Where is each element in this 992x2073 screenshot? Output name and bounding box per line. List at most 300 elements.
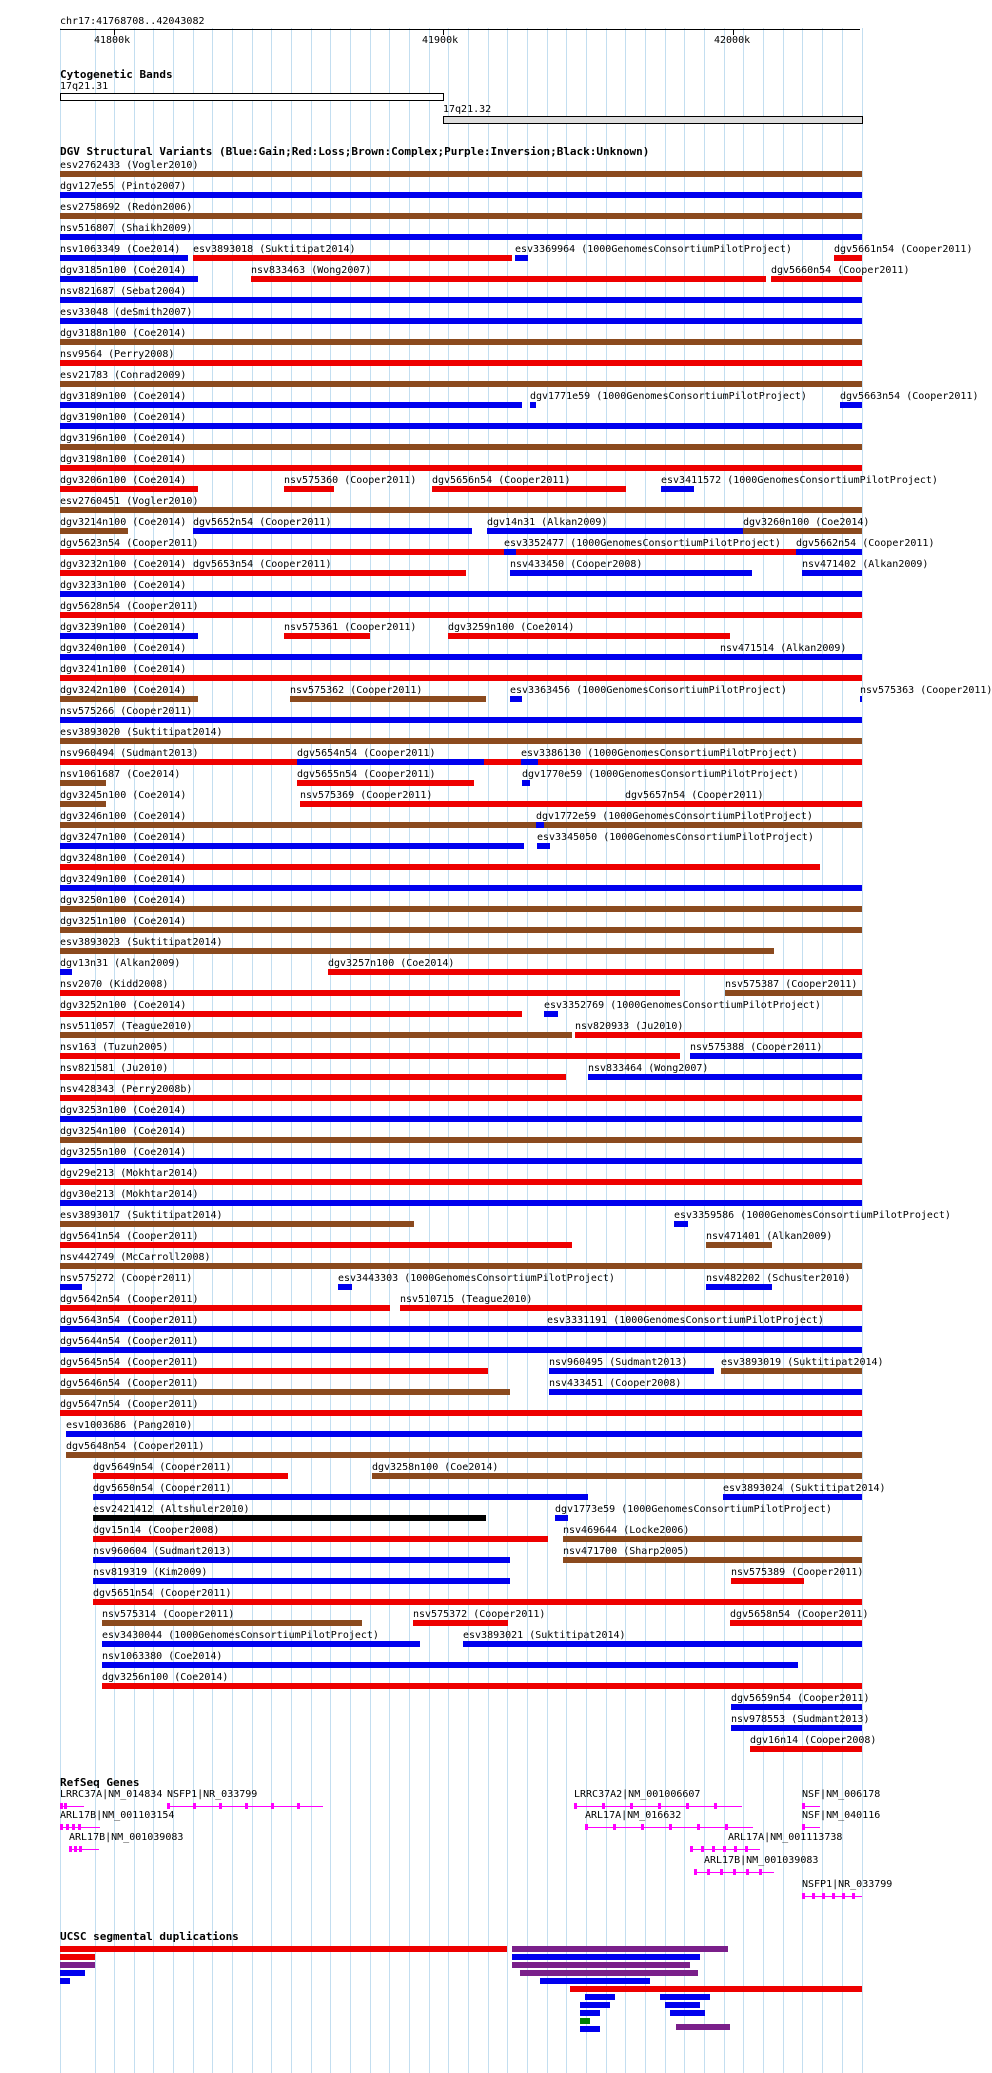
variant-bar[interactable] <box>60 423 862 429</box>
variant-label[interactable]: nsv575362 (Cooper2011) <box>290 685 423 696</box>
variant-bar[interactable] <box>284 486 334 492</box>
variant-label[interactable]: esv3893017 (Suktitipat2014) <box>60 1210 223 1221</box>
variant-bar[interactable] <box>60 444 862 450</box>
gene-exon <box>69 1846 72 1852</box>
variant-bar[interactable] <box>93 1515 486 1521</box>
gene-label[interactable]: NSF|NM_040116 <box>802 1810 881 1821</box>
variant-bar[interactable] <box>60 318 862 324</box>
segdup-feature[interactable] <box>520 1970 698 1976</box>
variant-bar[interactable] <box>60 1242 572 1248</box>
variant-bar[interactable] <box>60 1200 862 1206</box>
variant-label[interactable]: nsv1061687 (Coe2014) <box>60 769 181 780</box>
variant-label[interactable]: dgv3250n100 (Coe2014) <box>60 895 187 906</box>
gene-exon <box>602 1803 605 1809</box>
variant-label[interactable]: dgv5623n54 (Cooper2011) <box>60 538 199 549</box>
variant-bar[interactable] <box>60 486 198 492</box>
variant-label[interactable]: esv3369964 (1000GenomesConsortiumPilotProject) <box>515 244 792 255</box>
variant-label[interactable]: nsv471401 (Alkan2009) <box>706 1231 833 1242</box>
variant-bar[interactable] <box>588 1074 862 1080</box>
variant-label[interactable]: dgv5645n54 (Cooper2011) <box>60 1357 199 1368</box>
variant-bar[interactable] <box>60 927 862 933</box>
variant-bar[interactable] <box>60 1074 566 1080</box>
variant-label[interactable]: dgv3189n100 (Coe2014) <box>60 391 187 402</box>
variant-label[interactable]: nsv575369 (Cooper2011) <box>300 790 433 801</box>
variant-label[interactable]: nsv433451 (Cooper2008) <box>549 1378 682 1389</box>
variant-label[interactable]: nsv575387 (Cooper2011) <box>725 979 858 990</box>
variant-bar[interactable] <box>510 570 752 576</box>
gene-label[interactable]: ARL17A|NM_016632 <box>585 1810 682 1821</box>
variant-label[interactable]: nsv821687 (Sebat2004) <box>60 286 187 297</box>
segdup-feature[interactable] <box>670 2010 705 2016</box>
variant-bar[interactable] <box>60 1158 862 1164</box>
variant-label[interactable]: nsv482202 (Schuster2010) <box>706 1273 851 1284</box>
variant-bar[interactable] <box>60 402 522 408</box>
variant-bar[interactable] <box>102 1641 420 1647</box>
variant-label[interactable]: esv21783 (Conrad2009) <box>60 370 187 381</box>
variant-bar[interactable] <box>60 654 726 660</box>
variant-bar[interactable] <box>544 1011 558 1017</box>
variant-label[interactable]: dgv5662n54 (Cooper2011) <box>796 538 935 549</box>
variant-label[interactable]: dgv16n14 (Cooper2008) <box>750 1735 877 1746</box>
segdup-feature[interactable] <box>512 1946 728 1952</box>
variant-bar[interactable] <box>674 1221 688 1227</box>
variant-label[interactable]: dgv3233n100 (Coe2014) <box>60 580 187 591</box>
variant-label[interactable]: esv33048 (deSmith2007) <box>60 307 193 318</box>
variant-label[interactable]: esv3893021 (Suktitipat2014) <box>463 1630 626 1641</box>
variant-label[interactable]: dgv3259n100 (Coe2014) <box>448 622 575 633</box>
variant-label[interactable]: esv1003686 (Pang2010) <box>66 1420 193 1431</box>
variant-bar[interactable] <box>60 696 198 702</box>
variant-label[interactable]: dgv14n31 (Alkan2009) <box>487 517 608 528</box>
variant-label[interactable]: esv3386130 (1000GenomesConsortiumPilotProject) <box>521 748 798 759</box>
grid-line <box>291 28 292 2073</box>
variant-label[interactable]: nsv960604 (Sudmant2013) <box>93 1546 232 1557</box>
variant-label[interactable]: dgv3198n100 (Coe2014) <box>60 454 187 465</box>
variant-label[interactable]: dgv3185n100 (Coe2014) <box>60 265 187 276</box>
variant-bar[interactable] <box>60 1368 488 1374</box>
cytoband-17q21-32 <box>443 116 863 124</box>
variant-label[interactable]: dgv3240n100 (Coe2014) <box>60 643 187 654</box>
segdup-feature[interactable] <box>580 2018 590 2024</box>
variant-label[interactable]: dgv3248n100 (Coe2014) <box>60 853 187 864</box>
variant-bar[interactable] <box>60 1095 862 1101</box>
variant-label[interactable]: dgv5656n54 (Cooper2011) <box>432 475 571 486</box>
variant-bar[interactable] <box>549 1389 862 1395</box>
variant-label[interactable]: nsv2070 (Kidd2008) <box>60 979 169 990</box>
variant-label[interactable]: dgv3241n100 (Coe2014) <box>60 664 187 675</box>
variant-label[interactable]: dgv1773e59 (1000GenomesConsortiumPilotProject) <box>555 1504 832 1515</box>
variant-bar[interactable] <box>60 276 198 282</box>
variant-bar[interactable] <box>743 528 862 534</box>
variant-bar[interactable] <box>721 1368 862 1374</box>
variant-bar[interactable] <box>563 1557 862 1563</box>
variant-bar[interactable] <box>706 1284 772 1290</box>
variant-bar[interactable] <box>796 549 862 555</box>
variant-bar[interactable] <box>60 1305 390 1311</box>
variant-bar[interactable] <box>102 1662 798 1668</box>
variant-bar[interactable] <box>802 570 862 576</box>
variant-label[interactable]: dgv3258n100 (Coe2014) <box>372 1462 499 1473</box>
variant-bar[interactable] <box>328 969 862 975</box>
variant-bar[interactable] <box>93 1599 862 1605</box>
gene-label[interactable]: ARL17B|NM_001039083 <box>704 1855 819 1866</box>
variant-label[interactable]: esv3359586 (1000GenomesConsortiumPilotProject) <box>674 1210 951 1221</box>
variant-bar[interactable] <box>66 1431 862 1437</box>
variant-label[interactable]: dgv5643n54 (Cooper2011) <box>60 1315 199 1326</box>
variant-label[interactable]: dgv13n31 (Alkan2009) <box>60 958 181 969</box>
variant-label[interactable]: dgv3232n100 (Coe2014) <box>60 559 187 570</box>
variant-bar[interactable] <box>463 1641 862 1647</box>
variant-bar[interactable] <box>60 738 862 744</box>
variant-label[interactable]: dgv5642n54 (Cooper2011) <box>60 1294 199 1305</box>
variant-bar[interactable] <box>60 171 862 177</box>
variant-bar[interactable] <box>60 339 862 345</box>
variant-label[interactable]: nsv9564 (Perry2008) <box>60 349 175 360</box>
variant-label[interactable]: dgv5658n54 (Cooper2011) <box>730 1609 869 1620</box>
variant-bar[interactable] <box>547 1326 558 1332</box>
variant-bar[interactable] <box>93 1578 510 1584</box>
variant-bar[interactable] <box>93 1557 510 1563</box>
variant-bar[interactable] <box>487 528 758 534</box>
variant-label[interactable]: dgv3257n100 (Coe2014) <box>328 958 455 969</box>
variant-bar[interactable] <box>771 276 862 282</box>
variant-bar[interactable] <box>60 1032 572 1038</box>
variant-label[interactable]: dgv1771e59 (1000GenomesConsortiumPilotProject) <box>530 391 807 402</box>
variant-label[interactable]: dgv1772e59 (1000GenomesConsortiumPilotProject) <box>536 811 813 822</box>
segdup-feature[interactable] <box>570 1986 862 1992</box>
variant-bar[interactable] <box>60 528 128 534</box>
variant-bar[interactable] <box>840 402 862 408</box>
variant-bar[interactable] <box>251 276 766 282</box>
variant-bar[interactable] <box>510 696 522 702</box>
variant-bar[interactable] <box>60 990 680 996</box>
variant-bar[interactable] <box>60 801 106 807</box>
variant-bar[interactable] <box>193 570 466 576</box>
variant-label[interactable]: dgv15n14 (Cooper2008) <box>93 1525 220 1536</box>
variant-label[interactable]: nsv960495 (Sudmant2013) <box>549 1357 688 1368</box>
variant-label[interactable]: esv3411572 (1000GenomesConsortiumPilotProject) <box>661 475 938 486</box>
variant-label[interactable]: dgv3214n100 (Coe2014) <box>60 517 187 528</box>
variant-label[interactable]: esv2762433 (Vogler2010) <box>60 160 199 171</box>
variant-label[interactable]: dgv5628n54 (Cooper2011) <box>60 601 199 612</box>
segdup-feature[interactable] <box>580 2026 600 2032</box>
variant-label[interactable]: dgv3190n100 (Coe2014) <box>60 412 187 423</box>
variant-label[interactable]: esv3893019 (Suktitipat2014) <box>721 1357 884 1368</box>
variant-label[interactable]: nsv510715 (Teague2010) <box>400 1294 533 1305</box>
variant-bar[interactable] <box>60 192 862 198</box>
variant-bar[interactable] <box>60 234 862 240</box>
variant-label[interactable]: dgv5646n54 (Cooper2011) <box>60 1378 199 1389</box>
gene-label[interactable]: NSFP1|NR_033799 <box>802 1879 893 1890</box>
variant-label[interactable]: dgv5648n54 (Cooper2011) <box>66 1441 205 1452</box>
variant-label[interactable]: esv3893018 (Suktitipat2014) <box>193 244 356 255</box>
variant-label[interactable]: dgv5654n54 (Cooper2011) <box>297 748 436 759</box>
variant-bar[interactable] <box>297 780 474 786</box>
segdup-feature[interactable] <box>512 1962 690 1968</box>
variant-label[interactable]: nsv575266 (Cooper2011) <box>60 706 193 717</box>
variant-bar[interactable] <box>750 1746 862 1752</box>
variant-label[interactable]: nsv960494 (Sudmant2013) <box>60 748 199 759</box>
grid-line <box>232 28 233 2073</box>
variant-label[interactable]: esv2760451 (Vogler2010) <box>60 496 199 507</box>
variant-bar[interactable] <box>60 1347 862 1353</box>
variant-label[interactable]: dgv3247n100 (Coe2014) <box>60 832 187 843</box>
variant-bar[interactable] <box>66 1452 862 1458</box>
variant-label[interactable]: dgv3239n100 (Coe2014) <box>60 622 187 633</box>
variant-bar[interactable] <box>372 1473 862 1479</box>
variant-bar[interactable] <box>706 1242 772 1248</box>
variant-label[interactable]: dgv3242n100 (Coe2014) <box>60 685 187 696</box>
variant-label[interactable]: esv3893023 (Suktitipat2014) <box>60 937 223 948</box>
gene-label[interactable]: NSF|NM_006178 <box>802 1789 881 1800</box>
gene-label[interactable]: NSFP1|NR_033799 <box>167 1789 258 1800</box>
variant-label[interactable]: nsv575389 (Cooper2011) <box>731 1567 864 1578</box>
variant-bar[interactable] <box>60 1053 680 1059</box>
variant-label[interactable]: dgv5650n54 (Cooper2011) <box>93 1483 232 1494</box>
variant-bar[interactable] <box>60 1326 862 1332</box>
variant-bar[interactable] <box>60 507 862 513</box>
variant-label[interactable]: dgv5657n54 (Cooper2011) <box>625 790 764 801</box>
variant-label[interactable]: esv3331191 (1000GenomesConsortiumPilotProject) <box>547 1315 824 1326</box>
gene-label[interactable]: LRRC37A2|NM_001006607 <box>574 1789 701 1800</box>
variant-bar[interactable] <box>521 759 538 765</box>
variant-bar[interactable] <box>690 1053 862 1059</box>
variant-label[interactable]: esv3893020 (Suktitipat2014) <box>60 727 223 738</box>
variant-bar[interactable] <box>60 465 862 471</box>
variant-label[interactable]: nsv428343 (Perry2008b) <box>60 1084 193 1095</box>
variant-label[interactable]: dgv5647n54 (Cooper2011) <box>60 1399 199 1410</box>
variant-label[interactable]: nsv833464 (Wong2007) <box>588 1063 709 1074</box>
variant-label[interactable]: nsv163 (Tuzun2005) <box>60 1042 169 1053</box>
segdup-feature[interactable] <box>660 1994 710 2000</box>
variant-bar[interactable] <box>60 906 862 912</box>
variant-bar[interactable] <box>60 1263 862 1269</box>
variant-bar[interactable] <box>725 990 862 996</box>
variant-label[interactable]: esv3430044 (1000GenomesConsortiumPilotProject) <box>102 1630 379 1641</box>
variant-bar[interactable] <box>290 696 486 702</box>
variant-bar[interactable] <box>555 1515 568 1521</box>
variant-label[interactable]: dgv5644n54 (Cooper2011) <box>60 1336 199 1347</box>
segdup-feature[interactable] <box>580 2010 600 2016</box>
gene-exon <box>802 1893 805 1899</box>
variant-label[interactable]: dgv3251n100 (Coe2014) <box>60 916 187 927</box>
variant-bar[interactable] <box>522 780 530 786</box>
variant-label[interactable]: nsv833463 (Wong2007) <box>251 265 372 276</box>
segdup-feature[interactable] <box>60 1970 85 1976</box>
variant-bar[interactable] <box>338 1284 352 1290</box>
variant-bar[interactable] <box>536 822 544 828</box>
variant-bar[interactable] <box>60 213 862 219</box>
segdup-feature[interactable] <box>60 1946 507 1952</box>
variant-label[interactable]: dgv5649n54 (Cooper2011) <box>93 1462 232 1473</box>
variant-label[interactable]: nsv433450 (Cooper2008) <box>510 559 643 570</box>
variant-label[interactable]: nsv575388 (Cooper2011) <box>690 1042 823 1053</box>
variant-label[interactable]: dgv5661n54 (Cooper2011) <box>834 244 973 255</box>
segdup-feature[interactable] <box>580 2002 610 2008</box>
variant-bar[interactable] <box>60 255 188 261</box>
variant-label[interactable]: nsv575314 (Cooper2011) <box>102 1609 235 1620</box>
variant-bar[interactable] <box>723 1494 862 1500</box>
variant-label[interactable]: dgv5652n54 (Cooper2011) <box>193 517 332 528</box>
variant-bar[interactable] <box>432 486 626 492</box>
variant-bar[interactable] <box>60 1116 862 1122</box>
variant-label[interactable]: dgv5663n54 (Cooper2011) <box>840 391 979 402</box>
variant-label[interactable]: dgv3249n100 (Coe2014) <box>60 874 187 885</box>
variant-label[interactable]: nsv575272 (Cooper2011) <box>60 1273 193 1284</box>
variant-label[interactable]: nsv575360 (Cooper2011) <box>284 475 417 486</box>
variant-label[interactable]: dgv3245n100 (Coe2014) <box>60 790 187 801</box>
variant-bar[interactable] <box>661 486 694 492</box>
variant-bar[interactable] <box>93 1494 588 1500</box>
segdup-feature[interactable] <box>676 2024 730 2030</box>
variant-bar[interactable] <box>60 822 862 828</box>
variant-label[interactable]: nsv471402 (Alkan2009) <box>802 559 929 570</box>
variant-bar[interactable] <box>530 402 536 408</box>
variant-bar[interactable] <box>60 843 524 849</box>
variant-bar[interactable] <box>60 1221 414 1227</box>
variant-label[interactable]: dgv3206n100 (Coe2014) <box>60 475 187 486</box>
grid-line <box>527 28 528 2073</box>
variant-label[interactable]: dgv5641n54 (Cooper2011) <box>60 1231 199 1242</box>
variant-bar[interactable] <box>549 1368 714 1374</box>
variant-bar[interactable] <box>102 1620 362 1626</box>
variant-label[interactable]: nsv516807 (Shaikh2009) <box>60 223 193 234</box>
variant-bar[interactable] <box>60 780 106 786</box>
variant-bar[interactable] <box>400 1305 862 1311</box>
variant-label[interactable]: nsv820933 (Ju2010) <box>575 1021 684 1032</box>
variant-label[interactable]: dgv3252n100 (Coe2014) <box>60 1000 187 1011</box>
variant-bar[interactable] <box>60 591 862 597</box>
variant-label[interactable]: dgv29e213 (Mokhtar2014) <box>60 1168 199 1179</box>
variant-label[interactable]: esv2421412 (Altshuler2010) <box>93 1504 250 1515</box>
variant-bar[interactable] <box>60 1284 82 1290</box>
variant-bar[interactable] <box>60 612 862 618</box>
variant-bar[interactable] <box>730 1620 862 1626</box>
variant-bar[interactable] <box>720 654 862 660</box>
variant-bar[interactable] <box>504 549 516 555</box>
variant-label[interactable]: nsv821581 (Ju2010) <box>60 1063 169 1074</box>
variant-bar[interactable] <box>448 633 730 639</box>
variant-label[interactable]: nsv469644 (Locke2006) <box>563 1525 690 1536</box>
variant-bar[interactable] <box>60 948 774 954</box>
variant-bar[interactable] <box>60 549 862 555</box>
variant-bar[interactable] <box>515 255 528 261</box>
variant-label[interactable]: nsv442749 (McCarroll2008) <box>60 1252 211 1263</box>
variant-label[interactable]: nsv819319 (Kim2009) <box>93 1567 208 1578</box>
variant-bar[interactable] <box>60 1011 522 1017</box>
variant-bar[interactable] <box>60 360 862 366</box>
variant-bar[interactable] <box>60 969 72 975</box>
variant-label[interactable]: nsv1063380 (Coe2014) <box>102 1651 223 1662</box>
variant-label[interactable]: dgv3246n100 (Coe2014) <box>60 811 187 822</box>
variant-bar[interactable] <box>834 255 862 261</box>
variant-label[interactable]: dgv5660n54 (Cooper2011) <box>771 265 910 276</box>
variant-bar[interactable] <box>60 381 862 387</box>
variant-bar[interactable] <box>193 255 512 261</box>
segdup-feature[interactable] <box>540 1978 650 1984</box>
variant-bar[interactable] <box>60 1179 862 1185</box>
variant-bar[interactable] <box>413 1620 508 1626</box>
variant-label[interactable]: nsv575361 (Cooper2011) <box>284 622 417 633</box>
variant-bar[interactable] <box>60 717 862 723</box>
segdup-feature[interactable] <box>665 2002 700 2008</box>
variant-bar[interactable] <box>537 843 550 849</box>
variant-bar[interactable] <box>60 885 862 891</box>
variant-label[interactable]: dgv5655n54 (Cooper2011) <box>297 769 436 780</box>
variant-bar[interactable] <box>93 1536 548 1542</box>
variant-label[interactable]: dgv5653n54 (Cooper2011) <box>193 559 332 570</box>
variant-label[interactable]: esv3345050 (1000GenomesConsortiumPilotProject) <box>537 832 814 843</box>
gene-label[interactable]: ARL17A|NM_001113738 <box>728 1832 843 1843</box>
variant-bar[interactable] <box>60 675 862 681</box>
variant-label[interactable]: esv3363456 (1000GenomesConsortiumPilotProject) <box>510 685 787 696</box>
variant-bar[interactable] <box>60 864 820 870</box>
variant-label[interactable]: dgv3256n100 (Coe2014) <box>102 1672 229 1683</box>
variant-bar[interactable] <box>60 633 198 639</box>
variant-label[interactable]: dgv3196n100 (Coe2014) <box>60 433 187 444</box>
variant-bar[interactable] <box>284 633 370 639</box>
variant-label[interactable]: esv3352769 (1000GenomesConsortiumPilotProject) <box>544 1000 821 1011</box>
variant-label[interactable]: dgv1770e59 (1000GenomesConsortiumPilotProject) <box>522 769 799 780</box>
gene-label[interactable]: LRRC37A|NM_014834 <box>60 1789 163 1800</box>
variant-label[interactable]: nsv511057 (Teague2010) <box>60 1021 193 1032</box>
variant-label[interactable]: dgv3188n100 (Coe2014) <box>60 328 187 339</box>
variant-bar[interactable] <box>297 759 484 765</box>
variant-bar[interactable] <box>193 528 472 534</box>
variant-bar[interactable] <box>563 1536 862 1542</box>
variant-bar[interactable] <box>731 1578 804 1584</box>
variant-bar[interactable] <box>60 1389 510 1395</box>
variant-bar[interactable] <box>731 1704 862 1710</box>
variant-label[interactable]: nsv471514 (Alkan2009) <box>720 643 847 654</box>
variant-label[interactable]: nsv978553 (Sudmant2013) <box>731 1714 870 1725</box>
variant-label[interactable]: nsv575372 (Cooper2011) <box>413 1609 546 1620</box>
variant-bar[interactable] <box>731 1725 862 1731</box>
variant-bar[interactable] <box>60 570 198 576</box>
variant-label[interactable]: nsv471700 (Sharp2005) <box>563 1546 690 1557</box>
variant-bar[interactable] <box>860 696 862 702</box>
gene-label[interactable]: ARL17B|NM_001039083 <box>69 1832 184 1843</box>
variant-label[interactable]: dgv127e55 (Pinto2007) <box>60 181 187 192</box>
variant-label[interactable]: dgv3260n100 (Coe2014) <box>743 517 870 528</box>
variant-label[interactable]: nsv1063349 (Coe2014) <box>60 244 181 255</box>
segdup-feature[interactable] <box>60 1978 70 1984</box>
variant-bar[interactable] <box>60 1410 862 1416</box>
variant-label[interactable]: dgv5651n54 (Cooper2011) <box>93 1588 232 1599</box>
gene-label[interactable]: ARL17B|NM_001103154 <box>60 1810 175 1821</box>
variant-label[interactable]: dgv3253n100 (Coe2014) <box>60 1105 187 1116</box>
segdup-feature[interactable] <box>512 1954 700 1960</box>
segdup-feature[interactable] <box>60 1954 95 1960</box>
variant-label[interactable]: dgv3254n100 (Coe2014) <box>60 1126 187 1137</box>
variant-label[interactable]: dgv30e213 (Mokhtar2014) <box>60 1189 199 1200</box>
variant-bar[interactable] <box>60 1137 862 1143</box>
segdup-feature[interactable] <box>585 1994 615 2000</box>
variant-label[interactable]: nsv575363 (Cooper2011) <box>860 685 992 696</box>
variant-bar[interactable] <box>93 1473 288 1479</box>
variant-label[interactable]: dgv3255n100 (Coe2014) <box>60 1147 187 1158</box>
segdup-feature[interactable] <box>60 1962 95 1968</box>
variant-label[interactable]: esv2758692 (Redon2006) <box>60 202 193 213</box>
variant-label[interactable]: esv3352477 (1000GenomesConsortiumPilotProject) <box>504 538 781 549</box>
variant-bar[interactable] <box>60 297 862 303</box>
variant-label[interactable]: esv3443303 (1000GenomesConsortiumPilotProject) <box>338 1273 615 1284</box>
variant-bar[interactable] <box>102 1683 862 1689</box>
variant-bar[interactable] <box>625 801 862 807</box>
variant-label[interactable]: esv3893024 (Suktitipat2014) <box>723 1483 886 1494</box>
variant-bar[interactable] <box>575 1032 862 1038</box>
variant-label[interactable]: dgv5659n54 (Cooper2011) <box>731 1693 870 1704</box>
